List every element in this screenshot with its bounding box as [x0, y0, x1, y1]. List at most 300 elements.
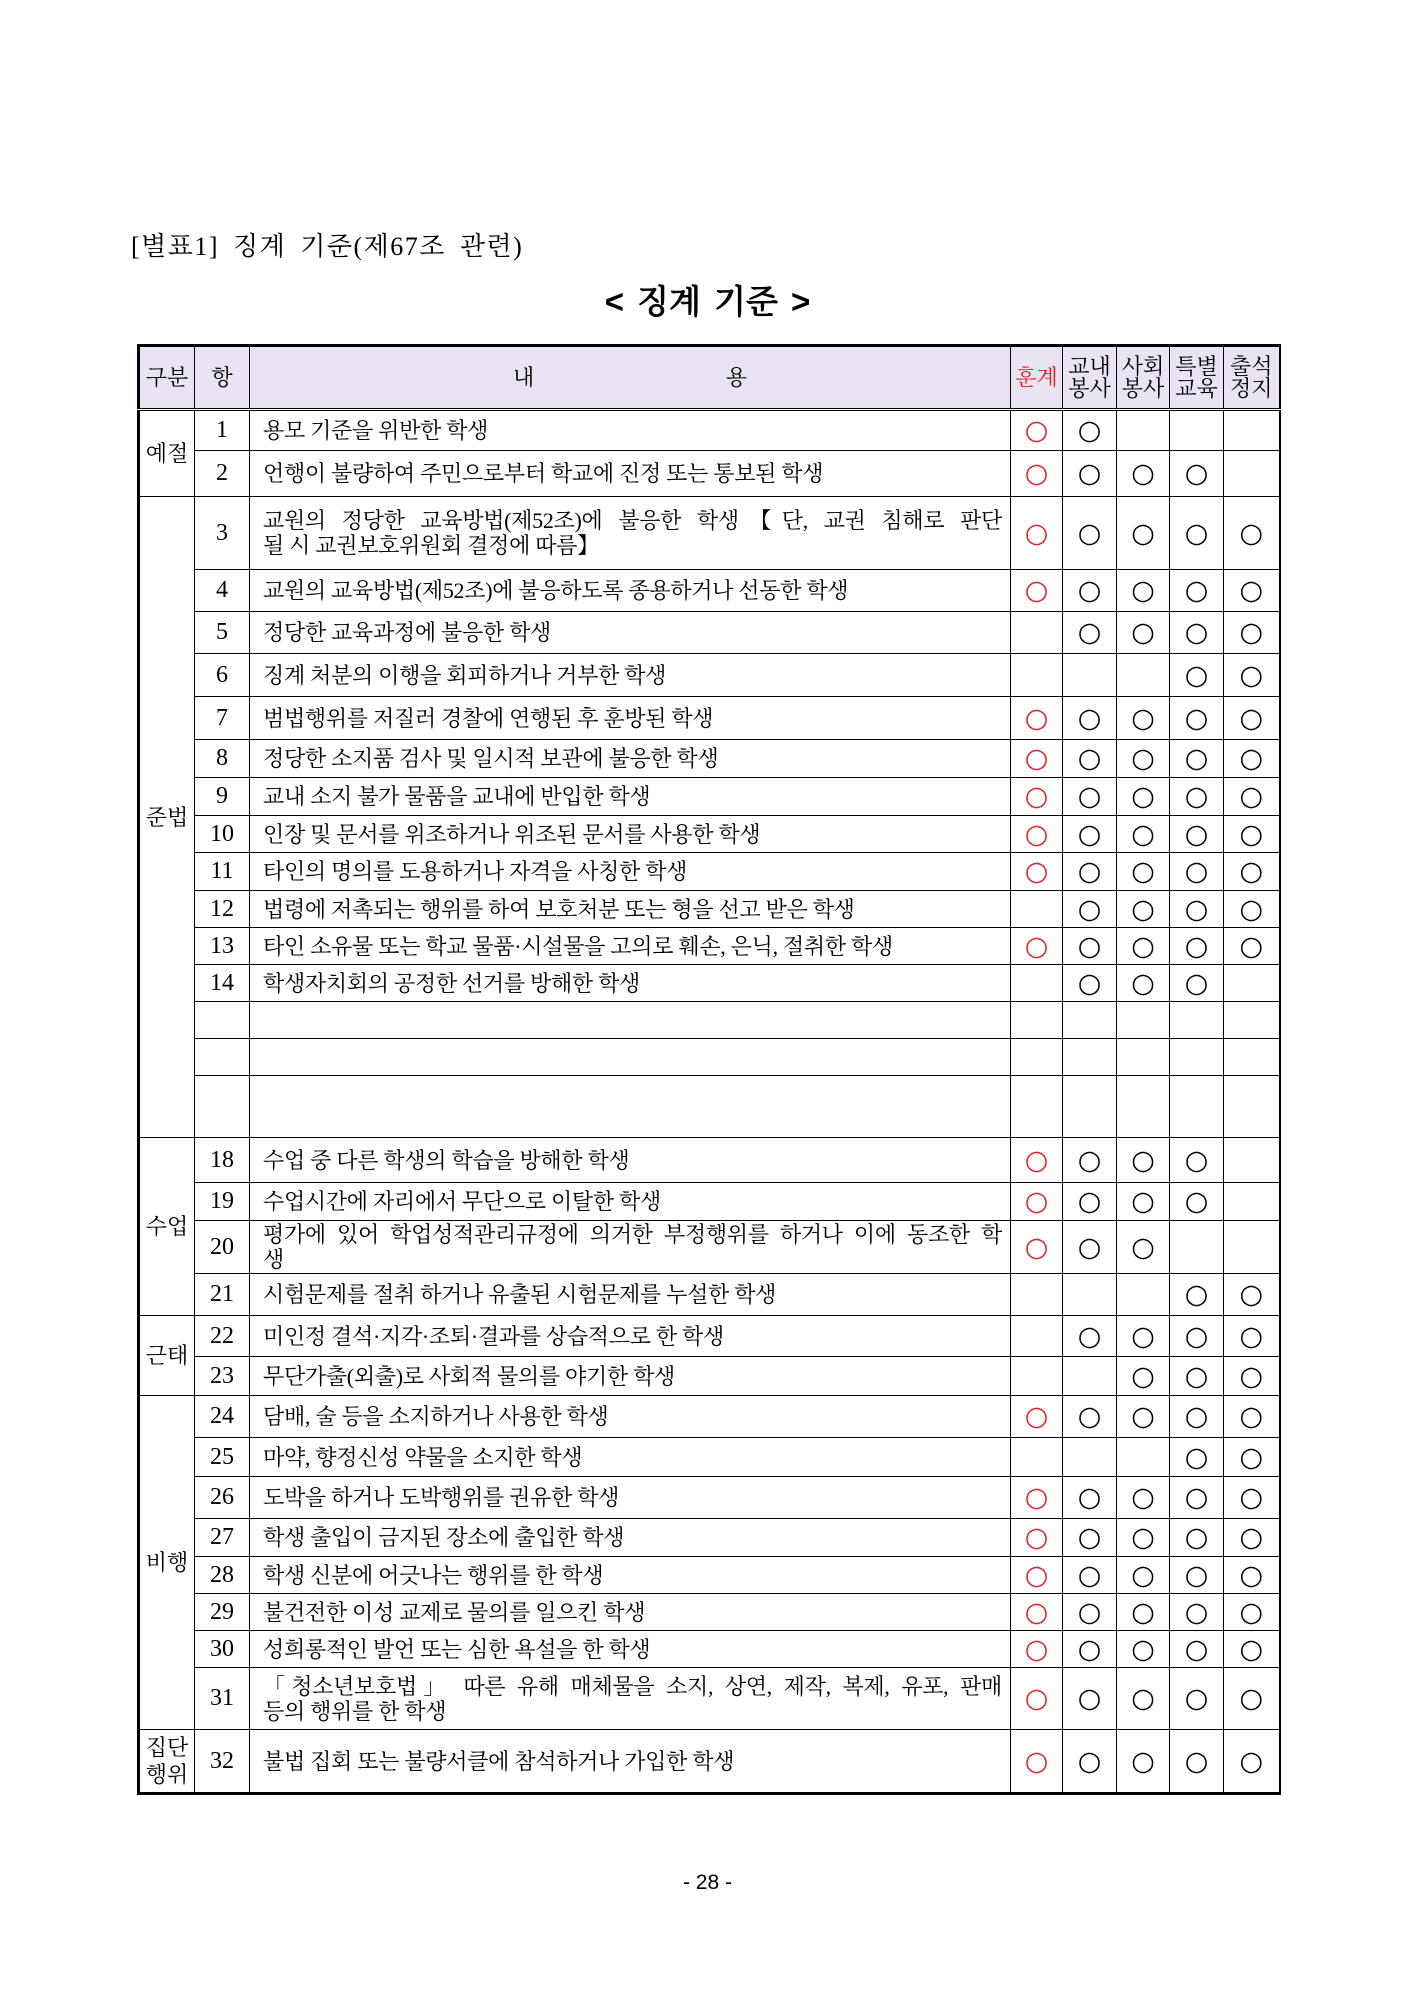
- header-community-service: 사회봉사: [1117, 346, 1170, 410]
- mark-special-education: ○: [1170, 891, 1224, 928]
- row-number: 1: [195, 410, 250, 451]
- row-number: 14: [195, 965, 250, 1002]
- mark-attendance-suspension: ○: [1224, 1557, 1280, 1594]
- mark-attendance-suspension: [1224, 965, 1280, 1002]
- row-number: 31: [195, 1668, 250, 1730]
- mark-reprimand: ○: [1011, 1183, 1063, 1221]
- mark-special-education: ○: [1170, 1396, 1224, 1438]
- row-description: [250, 1316, 1011, 1357]
- mark-attendance-suspension: ○: [1224, 1316, 1280, 1357]
- row-description: [250, 1396, 1011, 1438]
- description-line: 학생 신분에 어긋나는 행위를 한 학생: [263, 1562, 604, 1588]
- mark-community-service: ○: [1117, 1594, 1170, 1631]
- description-line: 용모 기준을 위반한 학생: [263, 418, 489, 443]
- description-line: 법령에 저촉되는 행위를 하여 보호처분 또는 형을 선고 받은 학생: [263, 896, 855, 922]
- mark-attendance-suspension: ○: [1224, 816, 1280, 853]
- row-number: 24: [195, 1396, 250, 1438]
- mark-reprimand: [1011, 891, 1063, 928]
- mark-special-education: ○: [1170, 1557, 1224, 1594]
- table-row: [139, 778, 1280, 816]
- mark-special-education: ○: [1170, 965, 1224, 1002]
- description-line: 학생자치회의 공정한 선거를 방해한 학생: [263, 970, 640, 996]
- row-number: 22: [195, 1316, 250, 1357]
- mark-special-education: ○: [1170, 778, 1224, 816]
- mark-reprimand: ○: [1011, 928, 1063, 965]
- row-description: [250, 1519, 1011, 1557]
- mark-attendance-suspension: ○: [1224, 570, 1280, 612]
- mark-attendance-suspension: [1224, 1002, 1280, 1039]
- mark-attendance-suspension: ○: [1224, 1438, 1280, 1477]
- description-line: 시험문제를 절취 하거나 유출된 시험문제를 누설한 학생: [263, 1282, 777, 1307]
- mark-community-service: ○: [1117, 451, 1170, 497]
- row-number: [195, 1039, 250, 1076]
- mark-attendance-suspension: [1224, 410, 1280, 451]
- mark-attendance-suspension: ○: [1224, 1519, 1280, 1557]
- row-number: 5: [195, 612, 250, 654]
- table-row: [139, 965, 1280, 1002]
- table-row: [139, 891, 1280, 928]
- row-number: 13: [195, 928, 250, 965]
- row-number: 12: [195, 891, 250, 928]
- table-row: [139, 1396, 1280, 1438]
- mark-special-education: ○: [1170, 740, 1224, 778]
- row-description: [250, 1076, 1011, 1138]
- description-line: 징계 처분의 이행을 회피하거나 거부한 학생: [263, 662, 667, 688]
- description-line: 타인 소유물 또는 학교 물품·시설물을 고의로 훼손, 은닉, 절취한 학생: [263, 933, 893, 959]
- table-row: [139, 1138, 1280, 1183]
- row-number: 30: [195, 1631, 250, 1668]
- mark-special-education: ○: [1170, 1594, 1224, 1631]
- mark-reprimand: [1011, 965, 1063, 1002]
- mark-community-service: ○: [1117, 1221, 1170, 1274]
- description-line: 「청소년보호법」 따른 유해 매체물을 소지, 상연, 제작, 복제, 유포, 판매: [263, 1673, 1002, 1699]
- mark-special-education: [1170, 1221, 1224, 1274]
- row-description: [250, 1039, 1011, 1076]
- description-line: 등의 행위를 한 학생: [263, 1698, 447, 1724]
- description-line: 정당한 소지품 검사 및 일시적 보관에 불응한 학생: [263, 746, 719, 771]
- mark-attendance-suspension: ○: [1224, 1477, 1280, 1519]
- row-number: 18: [195, 1138, 250, 1183]
- mark-reprimand: ○: [1011, 1557, 1063, 1594]
- mark-reprimand: ○: [1011, 497, 1063, 570]
- mark-reprimand: ○: [1011, 410, 1063, 451]
- table-row: [139, 451, 1280, 497]
- table-row: [139, 570, 1280, 612]
- row-description: [250, 1183, 1011, 1221]
- mark-special-education: ○: [1170, 1274, 1224, 1316]
- row-description: [250, 1221, 1011, 1274]
- mark-school-service: ○: [1063, 697, 1117, 740]
- mark-attendance-suspension: ○: [1224, 654, 1280, 697]
- category-label: 수업: [139, 1138, 195, 1316]
- mark-attendance-suspension: ○: [1224, 853, 1280, 891]
- table-row: [139, 1357, 1280, 1396]
- description-line: 마약, 향정신성 약물을 소지한 학생: [263, 1444, 583, 1470]
- description-line: 담배, 술 등을 소지하거나 사용한 학생: [263, 1404, 609, 1429]
- mark-reprimand: [1011, 1316, 1063, 1357]
- row-number: 4: [195, 570, 250, 612]
- row-description: [250, 1477, 1011, 1519]
- mark-attendance-suspension: [1224, 1039, 1280, 1076]
- mark-school-service: ○: [1063, 451, 1117, 497]
- row-description: [250, 1138, 1011, 1183]
- mark-community-service: ○: [1117, 965, 1170, 1002]
- mark-reprimand: ○: [1011, 1730, 1063, 1794]
- mark-attendance-suspension: [1224, 1221, 1280, 1274]
- table-row: [139, 1557, 1280, 1594]
- mark-attendance-suspension: ○: [1224, 1730, 1280, 1794]
- row-number: 10: [195, 816, 250, 853]
- mark-reprimand: [1011, 1076, 1063, 1138]
- mark-school-service: ○: [1063, 570, 1117, 612]
- row-description: [250, 1002, 1011, 1039]
- mark-reprimand: [1011, 1002, 1063, 1039]
- row-number: [195, 1002, 250, 1039]
- mark-special-education: ○: [1170, 1183, 1224, 1221]
- mark-special-education: [1170, 410, 1224, 451]
- row-description: [250, 891, 1011, 928]
- mark-special-education: ○: [1170, 1438, 1224, 1477]
- row-description: [250, 1357, 1011, 1396]
- description-line: 정당한 교육과정에 불응한 학생: [263, 620, 551, 645]
- mark-reprimand: ○: [1011, 1221, 1063, 1274]
- table-row: [139, 1631, 1280, 1668]
- mark-community-service: [1117, 1274, 1170, 1316]
- row-description: [250, 570, 1011, 612]
- row-description: [250, 612, 1011, 654]
- mark-attendance-suspension: ○: [1224, 697, 1280, 740]
- mark-attendance-suspension: ○: [1224, 778, 1280, 816]
- mark-reprimand: ○: [1011, 740, 1063, 778]
- mark-attendance-suspension: ○: [1224, 497, 1280, 570]
- description-line: 불법 집회 또는 불량서클에 참석하거나 가입한 학생: [263, 1748, 735, 1774]
- category-label: 준법: [139, 497, 195, 1138]
- mark-school-service: ○: [1063, 410, 1117, 451]
- table-row: [139, 410, 1280, 451]
- description-line: 교내 소지 불가 물품을 교내에 반입한 학생: [263, 784, 651, 809]
- mark-community-service: ○: [1117, 1557, 1170, 1594]
- mark-school-service: ○: [1063, 1631, 1117, 1668]
- description-line: 언행이 불량하여 주민으로부터 학교에 진정 또는 통보된 학생: [263, 461, 824, 486]
- row-description: [250, 816, 1011, 853]
- row-number: 26: [195, 1477, 250, 1519]
- mark-community-service: ○: [1117, 891, 1170, 928]
- mark-attendance-suspension: [1224, 1138, 1280, 1183]
- mark-special-education: ○: [1170, 1477, 1224, 1519]
- table-body: [139, 410, 1280, 1794]
- category-label: 비행: [139, 1396, 195, 1730]
- mark-reprimand: [1011, 1438, 1063, 1477]
- description-line: 인장 및 문서를 위조하거나 위조된 문서를 사용한 학생: [263, 821, 761, 847]
- row-description: [250, 1631, 1011, 1668]
- description-line: 생: [263, 1247, 284, 1272]
- mark-community-service: ○: [1117, 1668, 1170, 1730]
- mark-attendance-suspension: ○: [1224, 928, 1280, 965]
- mark-special-education: ○: [1170, 1316, 1224, 1357]
- mark-school-service: ○: [1063, 965, 1117, 1002]
- row-number: 32: [195, 1730, 250, 1794]
- mark-reprimand: ○: [1011, 1668, 1063, 1730]
- table-row: [139, 612, 1280, 654]
- table-row: [139, 816, 1280, 853]
- header-content: 내 용: [250, 346, 1011, 410]
- row-number: 20: [195, 1221, 250, 1274]
- mark-special-education: ○: [1170, 497, 1224, 570]
- row-number: 11: [195, 853, 250, 891]
- row-description: [250, 497, 1011, 570]
- row-description: [250, 654, 1011, 697]
- row-number: 9: [195, 778, 250, 816]
- row-number: 7: [195, 697, 250, 740]
- mark-community-service: ○: [1117, 1477, 1170, 1519]
- header-category: 구분: [139, 346, 195, 410]
- category-label: 예절: [139, 410, 195, 497]
- mark-community-service: ○: [1117, 1396, 1170, 1438]
- header-attendance-suspension: 출석정지: [1224, 346, 1280, 410]
- mark-community-service: ○: [1117, 1357, 1170, 1396]
- row-number: 27: [195, 1519, 250, 1557]
- row-description: [250, 740, 1011, 778]
- row-description: [250, 451, 1011, 497]
- mark-attendance-suspension: ○: [1224, 1357, 1280, 1396]
- row-description: [250, 778, 1011, 816]
- mark-reprimand: [1011, 612, 1063, 654]
- mark-special-education: ○: [1170, 1631, 1224, 1668]
- mark-attendance-suspension: [1224, 451, 1280, 497]
- mark-school-service: [1063, 1002, 1117, 1039]
- description-line: 무단가출(외출)로 사회적 물의를 야기한 학생: [263, 1363, 675, 1389]
- description-line: 교원의 정당한 교육방법(제52조)에 불응한 학생【단, 교권 침해로 판단: [263, 508, 1002, 533]
- mark-school-service: ○: [1063, 1668, 1117, 1730]
- mark-community-service: [1117, 1002, 1170, 1039]
- mark-school-service: [1063, 1076, 1117, 1138]
- mark-attendance-suspension: ○: [1224, 740, 1280, 778]
- mark-community-service: ○: [1117, 570, 1170, 612]
- header-reprimand: 훈계: [1011, 346, 1063, 410]
- table-row: [139, 1002, 1280, 1039]
- table-row: [139, 1274, 1280, 1316]
- row-description: [250, 853, 1011, 891]
- mark-reprimand: ○: [1011, 697, 1063, 740]
- mark-community-service: ○: [1117, 1519, 1170, 1557]
- category-label: 근태: [139, 1316, 195, 1396]
- mark-special-education: ○: [1170, 1357, 1224, 1396]
- table-row: [139, 740, 1280, 778]
- row-number: 6: [195, 654, 250, 697]
- mark-reprimand: [1011, 1274, 1063, 1316]
- mark-attendance-suspension: [1224, 1183, 1280, 1221]
- description-line: 학생 출입이 금지된 장소에 출입한 학생: [263, 1525, 625, 1550]
- table-row: [139, 697, 1280, 740]
- mark-community-service: ○: [1117, 1631, 1170, 1668]
- mark-school-service: [1063, 1438, 1117, 1477]
- mark-community-service: ○: [1117, 928, 1170, 965]
- mark-special-education: ○: [1170, 1519, 1224, 1557]
- mark-community-service: ○: [1117, 778, 1170, 816]
- mark-school-service: [1063, 1357, 1117, 1396]
- mark-special-education: ○: [1170, 816, 1224, 853]
- row-description: [250, 1730, 1011, 1794]
- row-description: [250, 1557, 1011, 1594]
- row-number: 19: [195, 1183, 250, 1221]
- row-description: [250, 1594, 1011, 1631]
- row-number: 2: [195, 451, 250, 497]
- table-row: [139, 853, 1280, 891]
- mark-community-service: ○: [1117, 1138, 1170, 1183]
- mark-school-service: ○: [1063, 1594, 1117, 1631]
- mark-community-service: [1117, 1039, 1170, 1076]
- row-number: [195, 1076, 250, 1138]
- mark-special-education: ○: [1170, 928, 1224, 965]
- row-number: 8: [195, 740, 250, 778]
- mark-school-service: ○: [1063, 1396, 1117, 1438]
- mark-special-education: [1170, 1039, 1224, 1076]
- mark-school-service: ○: [1063, 778, 1117, 816]
- mark-reprimand: ○: [1011, 853, 1063, 891]
- mark-community-service: ○: [1117, 612, 1170, 654]
- mark-school-service: ○: [1063, 928, 1117, 965]
- mark-reprimand: ○: [1011, 1594, 1063, 1631]
- row-number: 28: [195, 1557, 250, 1594]
- mark-reprimand: [1011, 1357, 1063, 1396]
- page-title: < 징계 기준 >: [604, 283, 811, 320]
- mark-school-service: ○: [1063, 1519, 1117, 1557]
- mark-school-service: ○: [1063, 1730, 1117, 1794]
- mark-reprimand: ○: [1011, 778, 1063, 816]
- description-line: 교원의 교육방법(제52조)에 불응하도록 종용하거나 선동한 학생: [263, 578, 849, 603]
- header-special-education: 특별교육: [1170, 346, 1224, 410]
- row-description: [250, 1274, 1011, 1316]
- row-description: [250, 1438, 1011, 1477]
- mark-reprimand: [1011, 654, 1063, 697]
- mark-school-service: ○: [1063, 816, 1117, 853]
- mark-community-service: ○: [1117, 816, 1170, 853]
- category-label: 집단행위: [139, 1730, 195, 1794]
- mark-attendance-suspension: ○: [1224, 1631, 1280, 1668]
- table-row: [139, 928, 1280, 965]
- mark-reprimand: ○: [1011, 1138, 1063, 1183]
- mark-attendance-suspension: ○: [1224, 891, 1280, 928]
- header-school-service: 교내봉사: [1063, 346, 1117, 410]
- discipline-criteria-table: [137, 344, 1281, 1795]
- mark-attendance-suspension: ○: [1224, 1668, 1280, 1730]
- description-line: 성희롱적인 발언 또는 심한 욕설을 한 학생: [263, 1636, 651, 1662]
- row-description: [250, 410, 1011, 451]
- description-line: 타인의 명의를 도용하거나 자격을 사칭한 학생: [263, 859, 688, 884]
- mark-attendance-suspension: ○: [1224, 1274, 1280, 1316]
- table-header: [139, 346, 1280, 410]
- mark-reprimand: ○: [1011, 1477, 1063, 1519]
- mark-attendance-suspension: ○: [1224, 1594, 1280, 1631]
- row-description: [250, 928, 1011, 965]
- table-row: [139, 1438, 1280, 1477]
- mark-community-service: ○: [1117, 1183, 1170, 1221]
- table-row: [139, 654, 1280, 697]
- mark-community-service: ○: [1117, 853, 1170, 891]
- row-number: 3: [195, 497, 250, 570]
- mark-special-education: ○: [1170, 612, 1224, 654]
- appendix-caption: [별표1] 징계 기준(제67조 관련): [131, 232, 524, 261]
- row-description: [250, 1668, 1011, 1730]
- description-line: 범법행위를 저질러 경찰에 연행된 후 훈방된 학생: [263, 705, 714, 731]
- table-row: [139, 1730, 1280, 1794]
- mark-reprimand: ○: [1011, 1519, 1063, 1557]
- mark-school-service: ○: [1063, 1138, 1117, 1183]
- mark-special-education: ○: [1170, 451, 1224, 497]
- table-row: [139, 1594, 1280, 1631]
- mark-school-service: ○: [1063, 612, 1117, 654]
- mark-school-service: ○: [1063, 853, 1117, 891]
- mark-attendance-suspension: ○: [1224, 1396, 1280, 1438]
- row-description: [250, 965, 1011, 1002]
- header-row: [139, 346, 1280, 410]
- mark-reprimand: ○: [1011, 1631, 1063, 1668]
- mark-community-service: ○: [1117, 497, 1170, 570]
- row-description: [250, 697, 1011, 740]
- mark-special-education: ○: [1170, 697, 1224, 740]
- row-number: 23: [195, 1357, 250, 1396]
- row-number: 25: [195, 1438, 250, 1477]
- mark-attendance-suspension: ○: [1224, 612, 1280, 654]
- header-number: 항: [195, 346, 250, 410]
- row-number: 29: [195, 1594, 250, 1631]
- mark-reprimand: ○: [1011, 451, 1063, 497]
- table-row: [139, 497, 1280, 570]
- mark-community-service: [1117, 410, 1170, 451]
- mark-community-service: ○: [1117, 1316, 1170, 1357]
- description-line: 수업시간에 자리에서 무단으로 이탈한 학생: [263, 1189, 661, 1214]
- mark-school-service: ○: [1063, 740, 1117, 778]
- description-line: 수업 중 다른 학생의 학습을 방해한 학생: [263, 1147, 630, 1173]
- table-row: [139, 1221, 1280, 1274]
- mark-school-service: ○: [1063, 1183, 1117, 1221]
- mark-school-service: [1063, 654, 1117, 697]
- row-number: 21: [195, 1274, 250, 1316]
- mark-special-education: ○: [1170, 654, 1224, 697]
- mark-reprimand: ○: [1011, 570, 1063, 612]
- table-row: [139, 1183, 1280, 1221]
- mark-special-education: [1170, 1076, 1224, 1138]
- table-row: [139, 1316, 1280, 1357]
- mark-school-service: [1063, 1274, 1117, 1316]
- description-line: 불건전한 이성 교제로 물의를 일으킨 학생: [263, 1599, 646, 1625]
- table-row: [139, 1039, 1280, 1076]
- mark-community-service: [1117, 654, 1170, 697]
- mark-community-service: [1117, 1076, 1170, 1138]
- mark-community-service: ○: [1117, 1730, 1170, 1794]
- mark-school-service: ○: [1063, 891, 1117, 928]
- mark-special-education: ○: [1170, 570, 1224, 612]
- mark-reprimand: ○: [1011, 1396, 1063, 1438]
- mark-community-service: ○: [1117, 697, 1170, 740]
- description-line: 평가에 있어 학업성적관리규정에 의거한 부정행위를 하거나 이에 동조한 학: [263, 1222, 1002, 1247]
- mark-special-education: ○: [1170, 1668, 1224, 1730]
- mark-special-education: ○: [1170, 853, 1224, 891]
- description-line: 될 시 교권보호위원회 결정에 따름】: [263, 533, 599, 558]
- table-row: [139, 1519, 1280, 1557]
- mark-special-education: ○: [1170, 1138, 1224, 1183]
- mark-reprimand: ○: [1011, 816, 1063, 853]
- table-row: [139, 1477, 1280, 1519]
- mark-school-service: ○: [1063, 1221, 1117, 1274]
- description-line: 도박을 하거나 도박행위를 권유한 학생: [263, 1485, 620, 1510]
- mark-community-service: ○: [1117, 740, 1170, 778]
- mark-attendance-suspension: [1224, 1076, 1280, 1138]
- page-number: - 28 -: [682, 1871, 732, 1894]
- mark-community-service: [1117, 1438, 1170, 1477]
- mark-special-education: ○: [1170, 1730, 1224, 1794]
- mark-school-service: ○: [1063, 1557, 1117, 1594]
